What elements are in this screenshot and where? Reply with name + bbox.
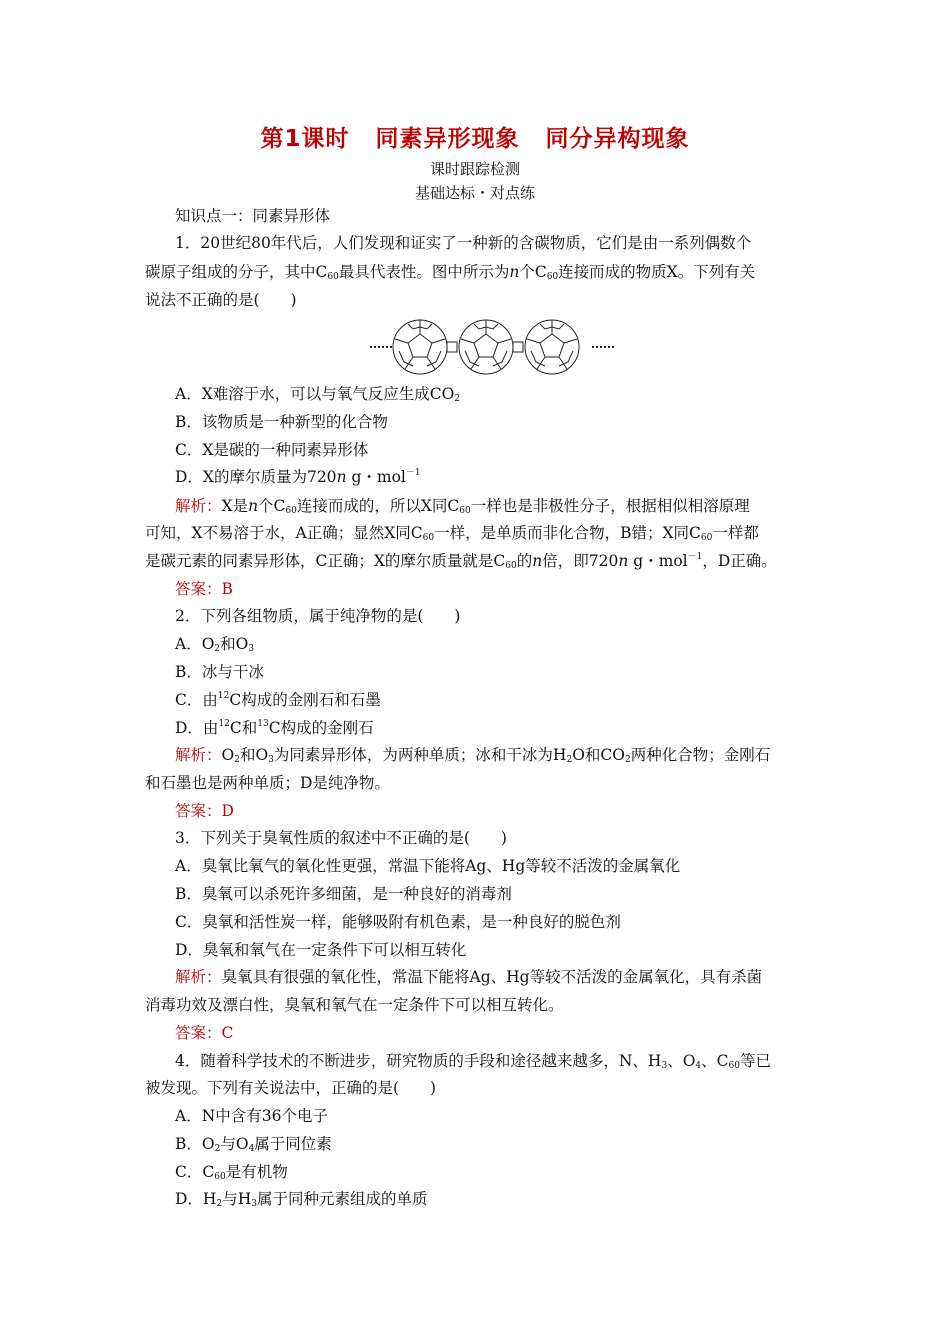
q1-explanation-line3: 是碳元素的同素异形体，C正确；X的摩尔质量就是$C_{60}$的n倍，即720n g・mol$^{-1}$，D正确。 <box>145 552 777 571</box>
q3-option-b: B．臭氧可以杀死许多细菌，是一种良好的消毒剂 <box>175 885 512 903</box>
q1-explanation-line2: 可知，X不易溶于水，A正确；显然X同$C_{60}$一样，是单质而非化合物，B错；X同$C_{60}$一样都 <box>145 524 759 543</box>
q1-option-d: D．X的摩尔质量为720n g・mol$^{-1}$ <box>175 468 421 486</box>
q4-stem-line2: 被发现。下列有关说法中，正确的是( ) <box>145 1079 437 1097</box>
q3-stem: 3．下列关于臭氧性质的叙述中不正确的是( ) <box>175 829 507 847</box>
q2-option-c: C．由$^{12}$C构成的金刚石和石墨 <box>175 691 381 709</box>
q2-stem: 2．下列各组物质，属于纯净物的是( ) <box>175 607 461 625</box>
q1-explanation-line1: 解析：X是n个$C_{60}$连接而成的，所以X同$C_{60}$一样也是非极性分子，根据相似相溶原理 <box>175 497 750 516</box>
q1-stem-line3: 说法不正确的是( ) <box>145 291 297 309</box>
q1-option-c: C．X是碳的一种同素异形体 <box>175 441 369 459</box>
q1-option-b: B．该物质是一种新型的化合物 <box>175 413 388 431</box>
q2-option-b: B．冰与干冰 <box>175 663 264 681</box>
q3-answer: 答案：C <box>175 1024 234 1042</box>
title-topic-2: 同分异构现象 <box>545 126 690 152</box>
q3-option-c: C．臭氧和活性炭一样，能够吸附有机色素，是一种良好的脱色剂 <box>175 913 621 931</box>
q1-stem-line1: 1．20世纪80年代后，人们发现和证实了一种新的含碳物质，它们是由一系列偶数个 <box>175 234 752 252</box>
lesson-title <box>0 120 950 153</box>
q4-option-b: B．$O_2$与$O_4$属于同位素 <box>175 1135 332 1154</box>
subtitle-tracking: 课时跟踪检测 <box>429 160 520 178</box>
q1-stem-line2: 碳原子组成的分子，其中$C_{60}$最具代表性。图中所示为n个$C_{60}$连接而成的物质X。下列有关 <box>145 263 756 282</box>
title-lesson-number: 第1课时 <box>260 126 350 152</box>
q2-answer: 答案：D <box>175 802 234 820</box>
q3-option-a: A．臭氧比氧气的氧化性更强，常温下能将Ag、Hg等较不活泼的金属氧化 <box>175 857 681 875</box>
section-heading: 知识点一：同素异形体 <box>175 207 331 225</box>
q3-option-d: D．臭氧和氧气在一定条件下可以相互转化 <box>175 941 467 959</box>
q3-explanation-line1: 解析：臭氧具有很强的氧化性，常温下能将Ag、Hg等较不活泼的金属氧化，具有杀菌 <box>175 968 763 986</box>
q2-explanation-line2: 和石墨也是两种单质；D是纯净物。 <box>145 774 390 792</box>
q4-option-d: D．$H_2$与$H_3$属于同种元素组成的单质 <box>175 1190 428 1209</box>
q4-stem-line1: 4．随着科学技术的不断进步，研究物质的手段和途径越来越多，N、$H_3$、$O_4$、$C_{60}$等已 <box>175 1052 771 1071</box>
c60-chain-diagram <box>370 320 614 374</box>
subtitle-practice: 基础达标・对点练 <box>414 184 535 202</box>
q1-option-a: A．X难溶于水，可以与氧气反应生成$CO_2$ <box>175 385 461 404</box>
q2-explanation-line1: 解析：$O_2$和$O_3$为同素异形体，为两种单质；冰和干冰为$H_2O$和$CO_2$两种化合物；金刚石 <box>175 746 771 765</box>
q1-answer: 答案：B <box>175 580 233 598</box>
q2-option-d: D．由$^{12}$C和$^{13}$C构成的金刚石 <box>175 719 374 737</box>
q4-option-a: A．N中含有36个电子 <box>175 1107 328 1125</box>
fullerene-chain-figure <box>368 314 616 380</box>
title-topic-1: 同素异形现象 <box>375 126 520 152</box>
q4-option-c: C．$C_{60}$是有机物 <box>175 1163 288 1182</box>
q3-explanation-line2: 消毒功效及漂白性，臭氧和氧气在一定条件下可以相互转化。 <box>145 996 564 1014</box>
q2-option-a: A．$O_2$和$O_3$ <box>175 635 255 654</box>
